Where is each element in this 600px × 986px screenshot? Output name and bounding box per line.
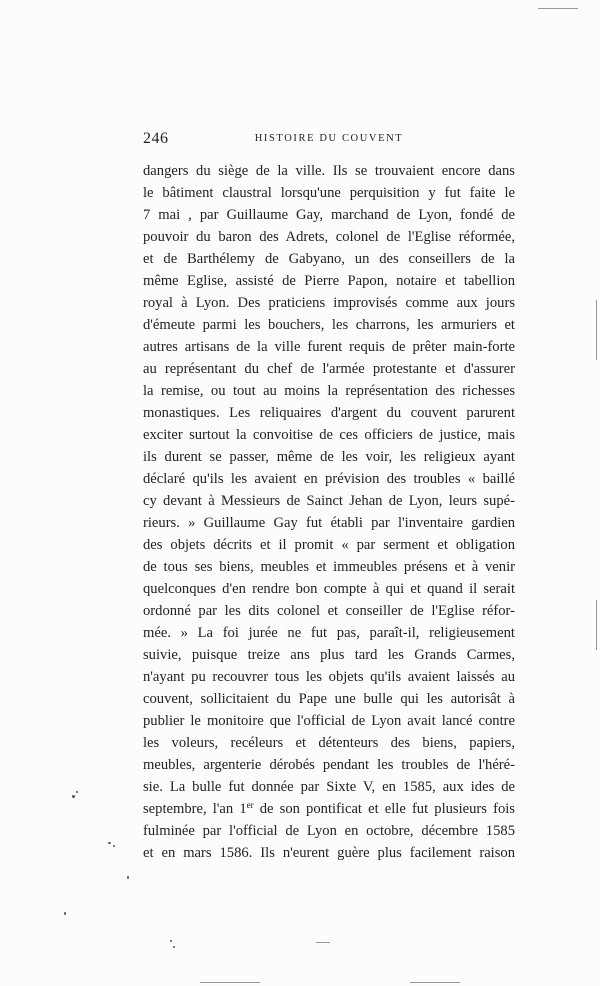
page-number: 246 [143, 130, 169, 147]
scan-edge-mark [596, 300, 597, 360]
text-line: monastiques. Les reliquaires d'argent du couvent parurent [143, 405, 515, 421]
text-line: ils durent se passer, même de les voir, les religieux ayant [143, 449, 515, 465]
text-line: 7 mai , par Guillaume Gay, marchand de Lyon, fondé de [143, 207, 515, 223]
scan-speck [64, 912, 66, 915]
text-line: des objets décrits et il promit « par serment et obligation [143, 537, 515, 553]
text-line: pouvoir du baron des Adrets, colonel de l'Eglise réformée, [143, 229, 515, 245]
text-line: déclaré qu'ils les avaient en prévision des troubles « baillé [143, 471, 515, 487]
text-segment: de son pontificat et elle fut plusieurs fois [253, 801, 515, 817]
scan-edge-mark [410, 982, 460, 983]
scan-edge-mark [316, 942, 330, 943]
body-text [143, 160, 515, 864]
text-line: rieurs. » Guillaume Gay fut établi par l'inventaire gardien [143, 515, 515, 531]
text-line: quelconques d'en rendre bon compte à qui et quand il serait [143, 581, 515, 597]
text-line-with-superscript [143, 798, 515, 820]
scan-edge-mark [538, 8, 578, 9]
text-segment: septembre, l'an 1 [143, 801, 247, 817]
text-line: même Eglise, assisté de Pierre Papon, notaire et tabellion [143, 273, 515, 289]
scan-speck [113, 845, 115, 847]
text-line: et de Barthélemy de Gabyano, un des conseillers de la [143, 251, 515, 267]
text-line: couvent, sollicitaient du Pape une bulle qui les autorisât à [143, 691, 515, 707]
text-line: autres artisans de la ville furent requis de prêter main-forte [143, 339, 515, 355]
scan-speck [170, 940, 172, 942]
scan-speck [76, 791, 78, 793]
scan-speck [127, 876, 129, 879]
text-line: fulminée par l'official de Lyon en octobre, décembre 1585 [143, 823, 515, 839]
text-line: de tous ses biens, meubles et immeubles présens et à venir [143, 559, 515, 575]
scan-edge-mark [596, 600, 597, 650]
text-line: dangers du siège de la ville. Ils se trouvaient encore dans [143, 163, 515, 179]
text-line: royal à Lyon. Des praticiens improvisés comme aux jours [143, 295, 515, 311]
text-line: les voleurs, recéleurs et détenteurs des biens, papiers, [143, 735, 515, 751]
text-line: le bâtiment claustral lorsqu'une perquisition y fut faite le [143, 185, 515, 201]
page-header [143, 130, 515, 152]
text-line: ordonné par les dits colonel et conseiller de l'Eglise réfor- [143, 603, 515, 619]
scan-speck [72, 795, 75, 798]
text-line: au représentant du chef de l'armée protestante et d'assurer [143, 361, 515, 377]
scan-speck [173, 946, 175, 948]
text-line: exciter surtout la convoitise de ces officiers de justice, mais [143, 427, 515, 443]
text-line: sie. La bulle fut donnée par Sixte V, en 1585, aux ides de [143, 779, 515, 795]
text-line: publier le monitoire que l'official de Lyon avait lancé contre [143, 713, 515, 729]
ordinal-superscript: er [246, 800, 254, 810]
text-line: mée. » La foi jurée ne fut pas, paraît-il, religieusement [143, 625, 515, 641]
text-line: d'émeute parmi les bouchers, les charrons, les armuriers et [143, 317, 515, 333]
text-line: et en mars 1586. Ils n'eurent guère plus facilement raison [143, 845, 515, 861]
text-line: suivie, puisque treize ans plus tard les Grands Carmes, [143, 647, 515, 663]
text-line: n'ayant pu recouvrer tous les objets qu'ils avaient laissés au [143, 669, 515, 685]
scan-edge-mark [200, 982, 260, 983]
text-line: cy devant à Messieurs de Sainct Jehan de Lyon, leurs supé- [143, 493, 515, 509]
text-line: meubles, argenterie dérobés pendant les troubles de l'héré- [143, 757, 515, 773]
text-line: la remise, ou tout au moins la représentation des richesses [143, 383, 515, 399]
running-title: HISTOIRE DU COUVENT [254, 133, 404, 144]
scan-speck [108, 842, 111, 844]
